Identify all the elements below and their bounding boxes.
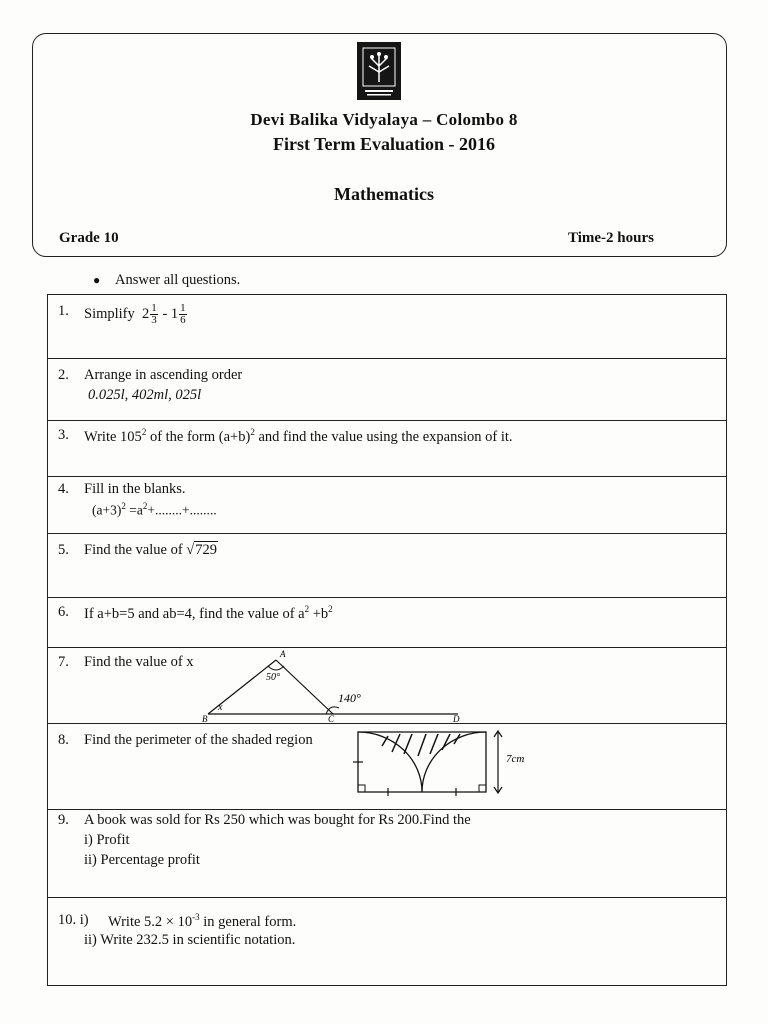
- sqrt-icon: √: [186, 542, 195, 558]
- question-text: Arrange in ascending order: [84, 367, 243, 383]
- school-name: Devi Balika Vidyalaya – Colombo 8: [250, 110, 518, 129]
- question-number: 7.: [58, 654, 69, 670]
- question-number: 4.: [58, 481, 69, 497]
- angle-a-label: 50°: [266, 672, 280, 683]
- question-number: 3.: [58, 427, 69, 443]
- question-sub-ii: ii) Percentage profit: [84, 852, 200, 868]
- question-text: [84, 604, 333, 623]
- q6-text-a: If a+b=5 and ab=4, find the value of a: [84, 605, 305, 622]
- question-text: [84, 303, 188, 326]
- angle-c-label: 140°: [338, 691, 361, 705]
- instruction-text: Answer all questions.: [115, 272, 241, 288]
- q4-sup-2: 2: [142, 501, 148, 511]
- q4-expr-a: (a+3): [92, 502, 122, 518]
- school-logo: [357, 42, 401, 100]
- question-text: [108, 912, 296, 931]
- q1-num-2: 1: [180, 302, 186, 314]
- grade-label: Grade 10: [59, 230, 119, 246]
- question-number: 1.: [58, 303, 69, 319]
- question-number: 6.: [58, 604, 69, 620]
- question-text: Fill in the blanks.: [84, 481, 186, 497]
- question-number: 10. i): [58, 912, 89, 928]
- question-row: [48, 295, 726, 358]
- point-c-label: C: [328, 714, 335, 724]
- exam-title: First Term Evaluation - 2016: [272, 134, 495, 154]
- point-b-label: B: [202, 714, 208, 724]
- q3-text-a: Write 105: [84, 428, 142, 445]
- point-a-label: A: [280, 649, 286, 659]
- question-sub-i: i) Profit: [84, 832, 130, 848]
- question-text: Find the value of x: [84, 654, 194, 670]
- question-row: [48, 723, 726, 809]
- q4-sup-1: 2: [121, 501, 126, 511]
- q1-fraction-1: [150, 303, 158, 326]
- question-expression: [92, 501, 217, 519]
- question-text: [84, 427, 513, 446]
- q10-text-b: in general form.: [199, 913, 297, 930]
- height-label: 7cm: [506, 753, 525, 765]
- question-text: [84, 542, 218, 559]
- q4-expr-b: =a: [125, 502, 143, 518]
- q1-whole-2: 1: [170, 305, 179, 322]
- question-row: [48, 897, 726, 985]
- variable-x-label: x: [218, 702, 223, 713]
- question-number: 8.: [58, 732, 69, 748]
- question-number: 9.: [58, 812, 69, 828]
- q3-sup-2: 2: [250, 427, 255, 437]
- q5-text: Find the value of: [84, 542, 183, 558]
- question-row: [48, 597, 726, 647]
- question-text: Find the perimeter of the shaded region: [84, 732, 313, 748]
- q1-num-1: 1: [151, 302, 157, 314]
- question-row: [48, 358, 726, 420]
- q10-exponent: -3: [192, 912, 200, 922]
- question-values: 0.025l, 402ml, 025l: [88, 387, 202, 403]
- q10-text-a: Write 5.2 × 10: [108, 913, 193, 930]
- time-label: Time-2 hours: [568, 230, 654, 246]
- q6-sup-2: 2: [328, 604, 333, 614]
- question-sub-ii: ii) Write 232.5 in scientific notation.: [84, 932, 296, 948]
- q1-whole-1: 2: [142, 305, 150, 322]
- questions-table: [47, 294, 727, 986]
- question-row: [48, 533, 726, 597]
- subject-title: Mathematics: [334, 184, 434, 204]
- q1-den-1: 3: [151, 314, 157, 326]
- question-row: [48, 647, 726, 723]
- question-row: [48, 809, 726, 897]
- question-row: [48, 476, 726, 533]
- q1-minus: -: [162, 305, 168, 322]
- question-number: 2.: [58, 367, 69, 383]
- q3-sup-1: 2: [141, 427, 147, 437]
- question-number: 5.: [58, 542, 69, 558]
- q3-text-c: and find the value using the expansion of it.: [254, 428, 513, 445]
- q6-sup-1: 2: [304, 604, 310, 614]
- q5-radicand: 729: [195, 542, 218, 558]
- bullet-icon: ●: [93, 273, 101, 287]
- triangle-figure: [198, 648, 468, 724]
- point-d-label: D: [453, 714, 460, 724]
- q6-text-b: +b: [309, 605, 329, 622]
- shaded-region-figure: [348, 728, 598, 804]
- q4-expr-c: +........+........: [147, 502, 217, 518]
- question-row: [48, 420, 726, 476]
- question-1-text: Simplify: [84, 305, 135, 322]
- q3-text-b: of the form (a+b): [146, 428, 251, 445]
- q1-den-2: 6: [180, 314, 186, 326]
- question-text: A book was sold for Rs 250 which was bought for Rs 200.Find the: [84, 812, 471, 828]
- q1-fraction-2: [179, 303, 187, 326]
- instruction: [93, 272, 240, 289]
